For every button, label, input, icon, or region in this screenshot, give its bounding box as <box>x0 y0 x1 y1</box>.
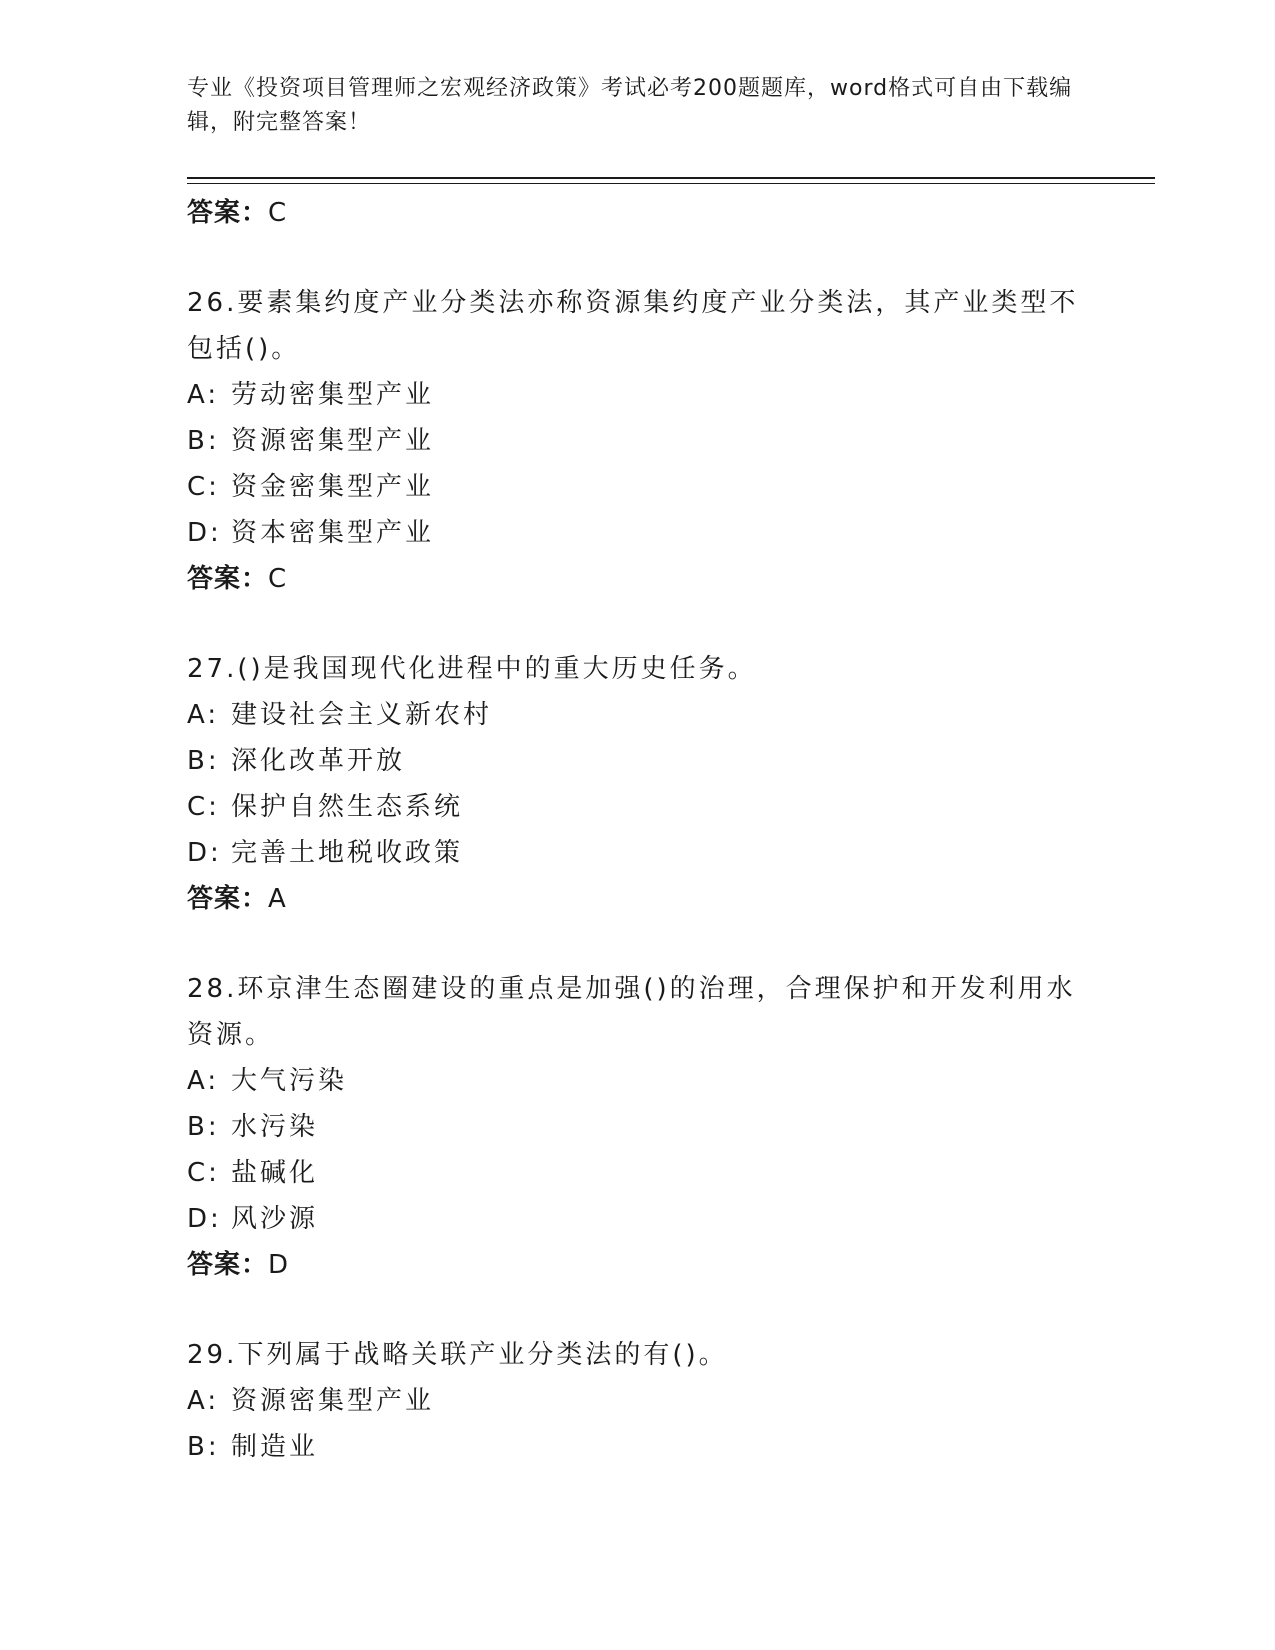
header-intro-text: 专业《投资项目管理师之宏观经济政策》考试必考200题题库，word格式可自由下载编辑，附完整答案！ <box>187 76 1073 135</box>
answer-label: 答案： <box>187 564 269 594</box>
option-key: D: <box>187 1204 222 1234</box>
question-26 <box>187 280 1087 602</box>
question-text: 29.下列属于战略关联产业分类法的有()。 <box>187 1340 728 1370</box>
option-a <box>187 1378 1087 1424</box>
option-key: A: <box>187 700 220 730</box>
option-b <box>187 1424 1087 1470</box>
option-text: 劳动密集型产业 <box>231 380 435 410</box>
option-text: 盐碱化 <box>231 1158 319 1188</box>
answer-value: A <box>268 884 287 914</box>
option-c <box>187 1150 1087 1196</box>
option-b <box>187 1104 1087 1150</box>
option-key: C: <box>187 1158 220 1188</box>
option-d <box>187 830 1087 876</box>
option-text: 资金密集型产业 <box>231 472 435 502</box>
answer-line <box>187 1242 1087 1288</box>
question-text: 26.要素集约度产业分类法亦称资源集约度产业分类法，其产业类型不包括()。 <box>187 288 1079 364</box>
document-header <box>187 72 1087 140</box>
question-list <box>187 190 1087 1470</box>
answer-label: 答案： <box>187 1250 269 1280</box>
option-text: 资源密集型产业 <box>231 426 435 456</box>
option-key: B: <box>187 746 220 776</box>
question-text: 28.环京津生态圈建设的重点是加强()的治理，合理保护和开发利用水资源。 <box>187 974 1076 1050</box>
option-key: B: <box>187 426 220 456</box>
option-text: 建设社会主义新农村 <box>231 700 493 730</box>
answer-label: 答案： <box>187 198 269 228</box>
option-c <box>187 464 1087 510</box>
answer-label: 答案： <box>187 884 269 914</box>
option-key: C: <box>187 472 220 502</box>
option-a <box>187 692 1087 738</box>
answer-value: C <box>268 564 288 594</box>
option-text: 水污染 <box>231 1112 319 1142</box>
option-b <box>187 738 1087 784</box>
question-27 <box>187 646 1087 922</box>
option-key: D: <box>187 838 222 868</box>
answer-line <box>187 876 1087 922</box>
option-text: 风沙源 <box>231 1204 319 1234</box>
option-a <box>187 1058 1087 1104</box>
answer-value: D <box>268 1250 290 1280</box>
option-text: 保护自然生态系统 <box>231 792 464 822</box>
option-text: 资源密集型产业 <box>231 1386 435 1416</box>
header-divider-thick <box>187 177 1155 179</box>
question-29 <box>187 1332 1087 1470</box>
option-a <box>187 372 1087 418</box>
option-text: 资本密集型产业 <box>231 518 435 548</box>
option-key: A: <box>187 1386 220 1416</box>
lead-answer <box>187 190 1087 236</box>
question-28 <box>187 966 1087 1288</box>
answer-line <box>187 556 1087 602</box>
option-text: 完善土地税收政策 <box>231 838 464 868</box>
option-text: 深化改革开放 <box>231 746 406 776</box>
header-divider-thin <box>187 183 1155 184</box>
option-c <box>187 784 1087 830</box>
option-key: A: <box>187 380 220 410</box>
option-text: 大气污染 <box>231 1066 348 1096</box>
option-text: 制造业 <box>231 1432 319 1462</box>
answer-value: C <box>268 198 288 228</box>
option-key: D: <box>187 518 222 548</box>
option-d <box>187 1196 1087 1242</box>
question-text: 27.()是我国现代化进程中的重大历史任务。 <box>187 654 757 684</box>
option-key: A: <box>187 1066 220 1096</box>
option-b <box>187 418 1087 464</box>
option-d <box>187 510 1087 556</box>
option-key: C: <box>187 792 220 822</box>
option-key: B: <box>187 1112 220 1142</box>
option-key: B: <box>187 1432 220 1462</box>
